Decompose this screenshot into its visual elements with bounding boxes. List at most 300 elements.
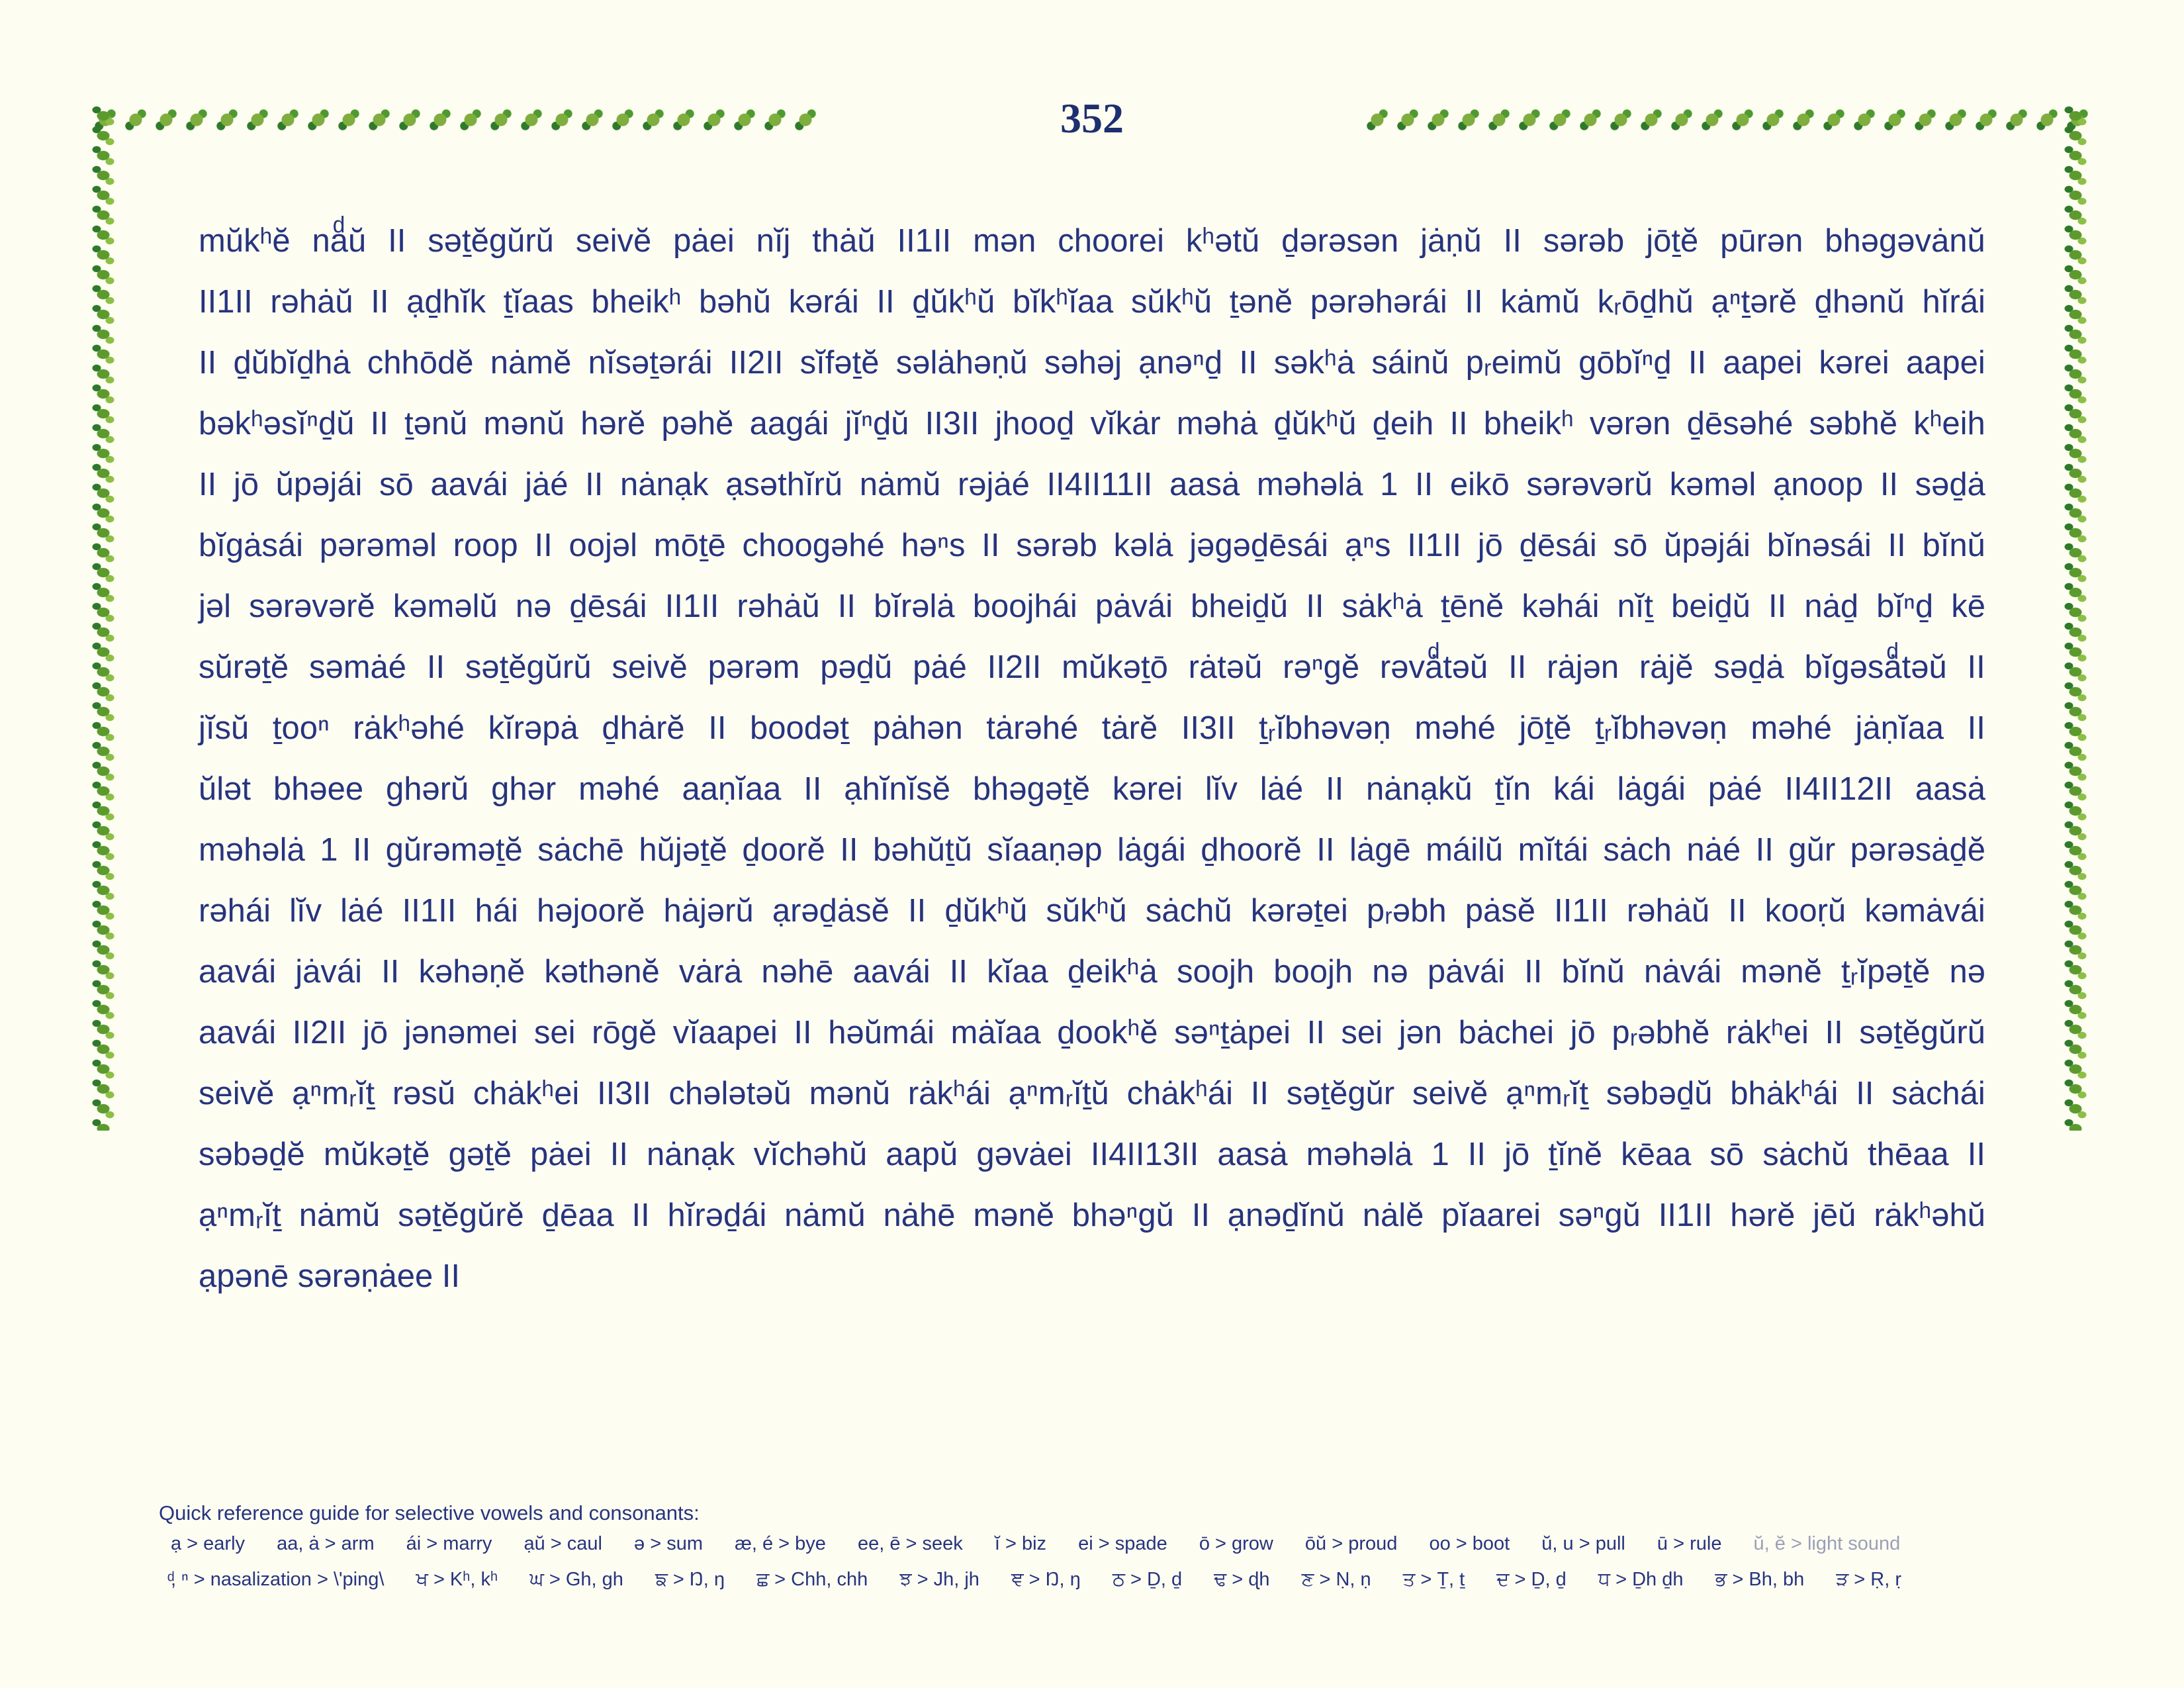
word: rȧjĕ xyxy=(1639,649,1694,685)
word: ṯĭaas xyxy=(503,284,574,320)
word: bhȧkʰái xyxy=(1730,1076,1839,1111)
word: jȧvái xyxy=(295,954,363,990)
word: pȧei xyxy=(673,223,735,259)
word: məhȧ xyxy=(1176,406,1258,442)
word: sŭkʰŭ xyxy=(1130,284,1212,320)
word: II xyxy=(1768,588,1787,624)
text-line xyxy=(199,820,1985,880)
word: rȧkʰəhé xyxy=(353,710,465,746)
word: ŭpəjái xyxy=(1664,528,1751,563)
word: ḏŭbĭḏhȧ xyxy=(233,345,351,381)
word: nĭsəṯərái xyxy=(588,345,713,381)
guide-entry: ਘ > Gh, gh xyxy=(529,1569,623,1590)
word: ḏēaa xyxy=(541,1197,614,1233)
word: II1II xyxy=(199,284,253,320)
reference-guide-consonants xyxy=(171,1569,1958,1591)
word: hĭrái xyxy=(1922,284,1985,320)
reference-guide-vowels xyxy=(171,1533,1958,1555)
word: mĭtái xyxy=(1518,832,1588,868)
word: ḏŭkʰŭ xyxy=(1273,406,1357,442)
word: II xyxy=(876,284,895,320)
word: II1II xyxy=(664,588,719,624)
word: kəlȧ xyxy=(1113,528,1173,563)
word: mȧĭaa xyxy=(950,1015,1041,1051)
word: II3II xyxy=(925,406,979,442)
word: ṯᵣĭbhəvəṇ xyxy=(1259,710,1391,746)
word: II3II xyxy=(1181,710,1236,746)
word: jȧṇŭ xyxy=(1420,223,1482,259)
word: səⁿṯȧpei xyxy=(1174,1015,1291,1051)
word: nĭṯ xyxy=(1617,588,1654,624)
word: nȧnạk xyxy=(619,467,709,502)
guide-entry: ਞ > Ŋ, ŋ xyxy=(1011,1569,1081,1590)
word: pĭaarei xyxy=(1441,1197,1541,1233)
word: gəvȧei xyxy=(976,1137,1072,1172)
word: ḏēsái xyxy=(1519,528,1597,563)
text-line xyxy=(199,1002,1985,1063)
word: bĭnəsái xyxy=(1766,528,1872,563)
text-line xyxy=(199,1063,1985,1124)
word: lȧgē xyxy=(1349,832,1411,868)
word: səṯĕgŭrŭ xyxy=(428,223,554,259)
word: II xyxy=(585,467,604,502)
text-line xyxy=(199,880,1985,941)
word: lȧgái xyxy=(1617,771,1686,807)
guide-entry: ਣ > Ṇ, ṇ xyxy=(1301,1569,1371,1590)
text-line xyxy=(199,211,1985,271)
text-line xyxy=(199,698,1985,759)
word: jō xyxy=(363,1015,388,1051)
word: səmȧé xyxy=(308,649,407,685)
word: səbhĕ xyxy=(1809,406,1897,442)
guide-entry: ū > rule xyxy=(1657,1533,1722,1554)
guide-entry: ə > sum xyxy=(634,1533,704,1554)
word: chhōdĕ xyxy=(367,345,474,381)
guide-entry: ੜ > Ṛ, ṛ xyxy=(1836,1569,1901,1590)
word: lĭv xyxy=(289,893,322,929)
word: nȧmŭ xyxy=(298,1197,381,1233)
word: rəhȧŭ xyxy=(270,284,353,320)
guide-entry: ái > marry xyxy=(406,1533,492,1554)
word: lĭv xyxy=(1205,771,1238,807)
decorative-border-left xyxy=(90,106,116,1131)
word: nȧlĕ xyxy=(1362,1197,1424,1233)
word: II1II xyxy=(402,893,457,929)
word: nə xyxy=(1372,954,1408,990)
word: choorei xyxy=(1058,223,1164,259)
word: kərəṯei xyxy=(1250,893,1348,929)
word: bhəgəṯĕ xyxy=(972,771,1090,807)
word: hĭrəḏái xyxy=(667,1197,767,1233)
word: pȧvái xyxy=(1427,954,1506,990)
word: gəṯĕ xyxy=(448,1137,512,1172)
word: ṯənĕ xyxy=(1229,284,1293,320)
guide-entry: ŭ, ĕ > light sound xyxy=(1753,1533,1901,1554)
word: oojəl xyxy=(569,528,638,563)
word: pūrən xyxy=(1720,223,1803,259)
word: ạhĭnĭsĕ xyxy=(844,771,951,807)
word: nȧmŭ xyxy=(784,1197,866,1233)
word: ḏŭkʰŭ xyxy=(944,893,1028,929)
word: rəhȧŭ xyxy=(737,588,820,624)
word: ḏeih xyxy=(1372,406,1434,442)
word: sərəb xyxy=(1016,528,1097,563)
word: boojhái xyxy=(972,588,1077,624)
word: sō xyxy=(1709,1137,1745,1172)
word: səṯĕgŭrŭ xyxy=(465,649,592,685)
word: nȧé xyxy=(1686,832,1741,868)
guide-entry: ĭ > biz xyxy=(994,1533,1047,1554)
word: eikō xyxy=(1449,467,1510,502)
word: gōbĭⁿḏ xyxy=(1578,345,1672,381)
word: seivĕ xyxy=(612,649,688,685)
word: bĭrəlȧ xyxy=(874,588,955,624)
word: sərəvərĕ xyxy=(249,588,375,624)
word: sō xyxy=(1613,528,1648,563)
word: hərĕ xyxy=(580,406,646,442)
word: boodəṯ xyxy=(750,710,849,746)
word: II xyxy=(1755,832,1774,868)
word: naͩŭ xyxy=(312,223,367,259)
word: jō xyxy=(1504,1137,1530,1172)
word: kərái xyxy=(788,284,859,320)
word: jō xyxy=(1477,528,1503,563)
word: səlȧhəṇŭ xyxy=(895,345,1028,381)
word: mŭkəṯō xyxy=(1062,649,1168,685)
word: II xyxy=(1508,649,1527,685)
word: rəsŭ xyxy=(392,1076,456,1111)
word: II xyxy=(1967,710,1985,746)
word: II xyxy=(352,832,371,868)
word: səṯĕgŭrĕ xyxy=(398,1197,524,1233)
text-line xyxy=(199,271,1985,332)
word: jō xyxy=(1570,1015,1596,1051)
word: bĭnŭ xyxy=(1922,528,1985,563)
text-line xyxy=(199,454,1985,515)
word: kȧmŭ xyxy=(1500,284,1580,320)
word: sȧkʰȧ xyxy=(1342,588,1423,624)
word: II xyxy=(199,467,217,502)
word: pᵣeimŭ xyxy=(1465,345,1562,381)
word: kəhái xyxy=(1522,588,1600,624)
word: ṯĭn xyxy=(1494,771,1531,807)
word: kē xyxy=(1951,588,1985,624)
word: səhəj xyxy=(1044,345,1122,381)
word: vərən xyxy=(1589,406,1671,442)
word: máilŭ xyxy=(1426,832,1504,868)
word: II xyxy=(1728,893,1747,929)
word: II xyxy=(708,710,727,746)
word: II1II xyxy=(897,223,952,259)
word: səḏȧ xyxy=(1915,467,1985,502)
word: rȧjən xyxy=(1547,649,1619,685)
word: kái xyxy=(1553,771,1595,807)
word: soojh xyxy=(1176,954,1255,990)
word: aavái xyxy=(199,954,277,990)
word: thȧŭ xyxy=(812,223,876,259)
word: II xyxy=(1856,1076,1874,1111)
word: sȧch xyxy=(1603,832,1672,868)
word: sȧchŭ xyxy=(1145,893,1232,929)
word: bheikʰ xyxy=(1483,406,1574,442)
text-line xyxy=(199,515,1985,576)
word: rȧkʰái xyxy=(907,1076,991,1111)
guide-entry: ਭ > Bh, bh xyxy=(1715,1569,1805,1590)
word: II xyxy=(1503,223,1522,259)
word: kᵣōḏhŭ xyxy=(1597,284,1694,320)
word: ghərŭ xyxy=(385,771,469,807)
word: II xyxy=(199,345,217,381)
word: sō xyxy=(379,467,414,502)
word: II xyxy=(1325,771,1344,807)
word: bhəgəvȧnŭ xyxy=(1825,223,1985,259)
word: jəgəḏēsái xyxy=(1189,528,1329,563)
word: II1II xyxy=(1658,1197,1713,1233)
word: II xyxy=(1306,588,1324,624)
word: aavái xyxy=(430,467,508,502)
word: səṯĕgŭrŭ xyxy=(1859,1015,1985,1051)
word: sŭrəṯĕ xyxy=(199,649,289,685)
word: bĭⁿḏ xyxy=(1876,588,1934,624)
guide-entry: ਛ > Chh, chh xyxy=(756,1569,868,1590)
word: sŭkʰŭ xyxy=(1046,893,1127,929)
word: vȧrȧ xyxy=(678,954,743,990)
word: məhé xyxy=(1414,710,1496,746)
word: hərĕ xyxy=(1730,1197,1796,1233)
word: kĭrəpȧ xyxy=(488,710,578,746)
word: bəhŭ xyxy=(698,284,771,320)
word: rəhȧŭ xyxy=(1626,893,1710,929)
word: II xyxy=(1967,1137,1985,1172)
word: bȧchei xyxy=(1458,1015,1555,1051)
word: gŭrəməṯĕ xyxy=(385,832,523,868)
word: səḏȧ xyxy=(1713,649,1784,685)
word: II xyxy=(1888,528,1906,563)
word: rəhái xyxy=(199,893,271,929)
word: pȧhən xyxy=(872,710,963,746)
word: II xyxy=(981,528,1000,563)
word: II xyxy=(426,649,445,685)
word: həjoorĕ xyxy=(536,893,645,929)
text-line xyxy=(199,393,1985,454)
guide-entry: ਧ > Ḏh ḏh xyxy=(1598,1569,1684,1590)
word: ạsəthĭrŭ xyxy=(725,467,843,502)
word: II xyxy=(534,528,553,563)
word: mŭkəṯĕ xyxy=(323,1137,430,1172)
word: ŭlət xyxy=(199,771,251,807)
word: jōṯĕ xyxy=(1646,223,1699,259)
word: II xyxy=(837,588,856,624)
word: II xyxy=(1880,467,1899,502)
word: ṯooⁿ xyxy=(272,710,330,746)
word: kʰətŭ xyxy=(1185,223,1260,259)
guide-entry: ਝ > Jh, jh xyxy=(899,1569,979,1590)
word: ạⁿmᵣĭṯ xyxy=(1506,1076,1588,1111)
word: II xyxy=(1306,1015,1325,1051)
word: nəhē xyxy=(761,954,834,990)
word: hŭjəṯĕ xyxy=(639,832,727,868)
word: kərei xyxy=(1112,771,1183,807)
word: bhəⁿgŭ xyxy=(1071,1197,1174,1233)
transliteration-text xyxy=(199,211,1985,1307)
guide-entry: ਢ > ɖh xyxy=(1214,1569,1270,1590)
word: aagái xyxy=(749,406,829,442)
word: sȧchŭ xyxy=(1762,1137,1849,1172)
word: ḏeikʰȧ xyxy=(1067,954,1158,990)
word: vĭkȧr xyxy=(1090,406,1161,442)
word: ạⁿmᵣĭṯ xyxy=(292,1076,375,1111)
word: səṯĕgŭr xyxy=(1286,1076,1395,1111)
word: ṯənŭ xyxy=(404,406,468,442)
word: aavái xyxy=(852,954,931,990)
word: səbəḏŭ xyxy=(1606,1076,1713,1111)
word: rəvȧͩtəŭ xyxy=(1379,649,1488,685)
word: məhəlȧ xyxy=(1306,1137,1413,1172)
word: həⁿs xyxy=(901,528,966,563)
word: nȧnạk xyxy=(647,1137,735,1172)
word: sei xyxy=(1341,1015,1383,1051)
word: pȧsĕ xyxy=(1465,893,1535,929)
word: aavái xyxy=(199,1015,277,1051)
word: choogəhé xyxy=(742,528,885,563)
word: aasȧ xyxy=(1169,467,1240,502)
word: chələtəŭ xyxy=(668,1076,792,1111)
word: II xyxy=(631,1197,650,1233)
word: səbəḏĕ xyxy=(199,1137,305,1172)
word: aapei xyxy=(1723,345,1803,381)
word: aasȧ xyxy=(1915,771,1985,807)
text-line xyxy=(199,332,1985,393)
guide-entry: ͩ, ⁿ > nasalization > \'ping\ xyxy=(171,1569,385,1590)
word: II xyxy=(1250,1076,1269,1111)
word: jĭⁿḏŭ xyxy=(844,406,909,442)
text-line xyxy=(199,941,1985,1002)
word: hái xyxy=(475,893,518,929)
word: pərəm xyxy=(707,649,800,685)
word: II2II xyxy=(729,345,784,381)
guide-entry: æ, é > bye xyxy=(735,1533,826,1554)
word: məhé xyxy=(1751,710,1832,746)
word: lȧé xyxy=(340,893,384,929)
word: pərəməl xyxy=(319,528,437,563)
text-line xyxy=(199,1185,1985,1246)
word: II1II xyxy=(1554,893,1608,929)
word: ḏhoorĕ xyxy=(1201,832,1302,868)
guide-entry: oo > boot xyxy=(1429,1533,1510,1554)
word: ạḏhĭk xyxy=(406,284,486,320)
word: roop xyxy=(453,528,518,563)
word: ḏookʰĕ xyxy=(1057,1015,1158,1051)
word: tȧrəhé xyxy=(986,710,1079,746)
guide-entry: ōŭ > proud xyxy=(1304,1533,1398,1554)
word: sərəvərŭ xyxy=(1526,467,1653,502)
word: ạnoop xyxy=(1772,467,1864,502)
word: hȧjərŭ xyxy=(663,893,754,929)
word: II xyxy=(1524,954,1543,990)
word: sĭaaṇəp xyxy=(987,832,1103,868)
word: jĭsŭ xyxy=(199,710,250,746)
word: II2II xyxy=(987,649,1042,685)
word: kĭaa xyxy=(987,954,1048,990)
word: jənəmei xyxy=(404,1015,518,1051)
word: məhé xyxy=(578,771,660,807)
word: II xyxy=(371,284,389,320)
word: tȧrĕ xyxy=(1101,710,1158,746)
guide-entry: ei > spade xyxy=(1078,1533,1167,1554)
word: ḏēsái xyxy=(569,588,647,624)
word: bhəee xyxy=(273,771,364,807)
word: II1II xyxy=(1407,528,1461,563)
word: pȧé xyxy=(1707,771,1762,807)
word: aapei xyxy=(1905,345,1985,381)
word: jōṯĕ xyxy=(1519,710,1572,746)
text-line xyxy=(199,1124,1985,1185)
word: nȧvái xyxy=(1644,954,1722,990)
word: ạnəⁿḏ xyxy=(1138,345,1223,381)
word: mŭkʰĕ xyxy=(199,223,291,259)
word: II xyxy=(1688,345,1707,381)
word: ṯᵣĭbhəvəṇ xyxy=(1595,710,1727,746)
word: ạⁿmᵣĭṯ xyxy=(199,1197,281,1233)
word: sĭfəṯĕ xyxy=(799,345,880,381)
word: aaṇĭaa xyxy=(682,771,782,807)
text-line xyxy=(199,759,1985,820)
word: bĭgȧsái xyxy=(199,528,304,563)
word: 1 xyxy=(320,832,338,868)
word: II xyxy=(388,223,406,259)
word: II3II xyxy=(597,1076,651,1111)
word: ḏŭkʰŭ xyxy=(912,284,995,320)
word: məhəlȧ xyxy=(199,832,305,868)
word: rȧtəŭ xyxy=(1188,649,1263,685)
word: bĭkʰĭaa xyxy=(1012,284,1114,320)
word: II xyxy=(794,1015,812,1051)
word: kəmȧvái xyxy=(1864,893,1985,929)
word: seivĕ xyxy=(1412,1076,1488,1111)
guide-entry: ਦ > Ḏ, ḏ xyxy=(1496,1569,1567,1590)
guide-entry: ਠ > Ḏ, ḏ xyxy=(1112,1569,1183,1590)
word: ṯĭnĕ xyxy=(1548,1137,1602,1172)
word: II4II12II xyxy=(1784,771,1893,807)
word: nȧhē xyxy=(883,1197,956,1233)
word: II xyxy=(1415,467,1433,502)
word: ḏoorĕ xyxy=(742,832,825,868)
word: II xyxy=(1825,1015,1843,1051)
word: 1 xyxy=(1431,1137,1449,1172)
word: aapŭ xyxy=(886,1137,958,1172)
word: pȧei xyxy=(530,1137,592,1172)
word: ṯēnĕ xyxy=(1440,588,1504,624)
word: bheiḏŭ xyxy=(1191,588,1289,624)
word: mənŭ xyxy=(809,1076,891,1111)
word: mənĕ xyxy=(1741,954,1822,990)
word: II xyxy=(803,771,822,807)
word: vĭaapei xyxy=(672,1015,778,1051)
word: kooṛŭ xyxy=(1764,893,1846,929)
word: rōgĕ xyxy=(592,1015,657,1051)
word: mənŭ xyxy=(483,406,565,442)
word: bĭgəsȧͩtəŭ xyxy=(1804,649,1947,685)
word: mōṯē xyxy=(653,528,726,563)
word: mən xyxy=(973,223,1036,259)
word: II xyxy=(1449,406,1468,442)
word: kēaa xyxy=(1621,1137,1692,1172)
word: II xyxy=(949,954,968,990)
word: ṯᵣĭpəṯĕ xyxy=(1841,954,1931,990)
word: II xyxy=(1316,832,1335,868)
text-line: ạpənē sərəṇȧee II xyxy=(199,1258,461,1294)
word: vĭchəhŭ xyxy=(753,1137,868,1172)
